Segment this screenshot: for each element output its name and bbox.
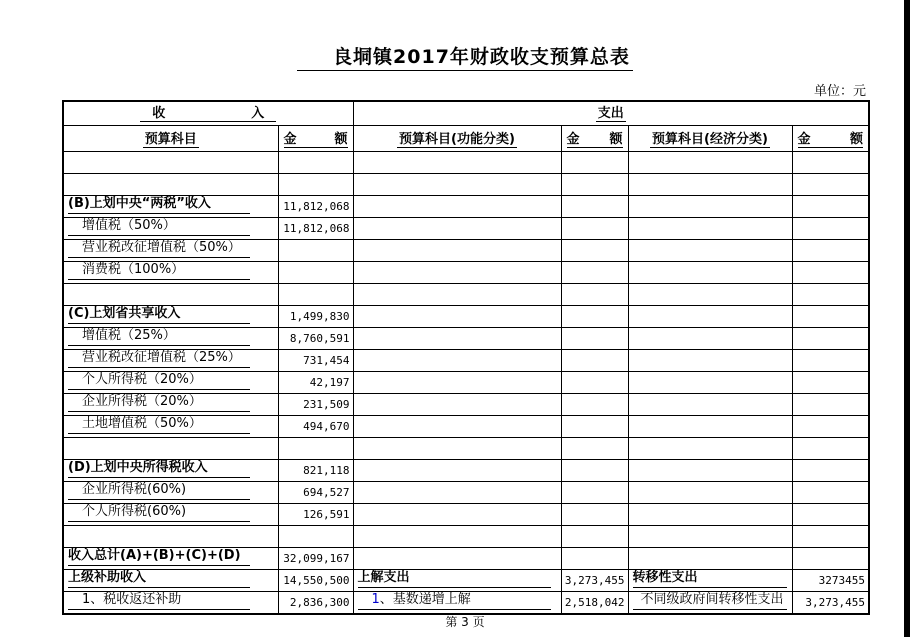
subject-cell — [628, 570, 792, 592]
subject-cell — [353, 152, 561, 174]
subject-cell — [628, 548, 792, 570]
subject-cell — [353, 394, 561, 416]
subject-label: 个人所得税(60%) — [68, 504, 250, 522]
table-row — [63, 306, 869, 328]
subject-cell — [628, 306, 792, 328]
subject-label: 1、基数递增上解 — [358, 592, 551, 610]
subject-cell — [63, 350, 278, 372]
amount-cell — [561, 350, 628, 372]
subject-cell — [353, 328, 561, 350]
income-section-label: 收 入 — [140, 102, 276, 122]
amount-cell — [278, 240, 353, 262]
subject-cell — [63, 548, 278, 570]
subject-cell — [628, 394, 792, 416]
amount-cell — [561, 240, 628, 262]
amount-cell: 11,812,068 — [278, 196, 353, 218]
subject-cell — [63, 460, 278, 482]
table-row — [63, 262, 869, 284]
subject-cell — [63, 482, 278, 504]
col-header-economic-amount: 金 额 — [792, 126, 869, 152]
amount-cell: 3273455 — [792, 570, 869, 592]
subject-cell — [628, 482, 792, 504]
subject-cell — [63, 504, 278, 526]
subject-cell — [63, 570, 278, 592]
page-title: 良垌镇2017年财政收支预算总表 — [297, 42, 633, 71]
subject-label: 土地增值税（50%） — [68, 416, 250, 434]
subject-cell — [628, 240, 792, 262]
subject-label: 消费税（100%） — [68, 262, 250, 280]
subject-cell — [353, 592, 561, 615]
subject-cell — [353, 218, 561, 240]
amount-cell — [561, 306, 628, 328]
table-row — [63, 416, 869, 438]
subject-cell — [353, 372, 561, 394]
amount-cell — [792, 372, 869, 394]
expense-section-label: 支出 — [596, 102, 626, 122]
subject-cell — [628, 196, 792, 218]
subject-cell — [353, 416, 561, 438]
amount-cell — [792, 174, 869, 196]
col-header-functional-subject: 预算科目(功能分类) — [353, 126, 561, 152]
amount-cell — [561, 460, 628, 482]
amount-cell: 821,118 — [278, 460, 353, 482]
subject-cell — [63, 218, 278, 240]
amount-cell — [792, 196, 869, 218]
subject-cell — [628, 438, 792, 460]
amount-cell: 231,509 — [278, 394, 353, 416]
table-row — [63, 482, 869, 504]
table-row — [63, 152, 869, 174]
amount-cell — [561, 416, 628, 438]
subject-cell — [628, 328, 792, 350]
amount-cell — [561, 394, 628, 416]
amount-cell: 42,197 — [278, 372, 353, 394]
amount-cell — [792, 548, 869, 570]
subject-cell — [628, 152, 792, 174]
amount-cell — [561, 526, 628, 548]
subject-cell — [628, 284, 792, 306]
amount-cell: 11,812,068 — [278, 218, 353, 240]
subject-label: 增值税（25%） — [68, 328, 250, 346]
amount-cell — [278, 152, 353, 174]
amount-cell — [792, 350, 869, 372]
amount-cell — [561, 218, 628, 240]
subject-cell — [628, 592, 792, 615]
subject-cell — [353, 504, 561, 526]
subject-cell — [353, 350, 561, 372]
table-row — [63, 196, 869, 218]
subject-cell — [63, 174, 278, 196]
subject-label: (B)上划中央“两税”收入 — [68, 196, 250, 214]
budget-table — [62, 100, 870, 615]
amount-cell — [561, 284, 628, 306]
subject-cell — [63, 328, 278, 350]
subject-cell — [353, 284, 561, 306]
subject-cell — [628, 526, 792, 548]
table-row — [63, 526, 869, 548]
amount-cell — [561, 152, 628, 174]
section-header-row — [63, 101, 869, 126]
table-row — [63, 328, 869, 350]
table-row — [63, 504, 869, 526]
subject-cell — [353, 174, 561, 196]
subject-label: (C)上划省共享收入 — [68, 306, 250, 324]
amount-cell — [561, 372, 628, 394]
amount-cell — [561, 438, 628, 460]
subject-cell — [353, 262, 561, 284]
table-row — [63, 570, 869, 592]
subject-label: 增值税（50%） — [68, 218, 250, 236]
table-row — [63, 372, 869, 394]
amount-cell: 32,099,167 — [278, 548, 353, 570]
table-row — [63, 460, 869, 482]
amount-cell — [792, 262, 869, 284]
amount-cell: 3,273,455 — [792, 592, 869, 615]
table-row — [63, 218, 869, 240]
subject-cell — [628, 262, 792, 284]
subject-cell — [353, 306, 561, 328]
subject-label: 转移性支出 — [633, 570, 787, 588]
subject-cell — [63, 152, 278, 174]
amount-cell — [792, 438, 869, 460]
table-row — [63, 592, 869, 615]
subject-label: 营业税改征增值税（50%） — [68, 240, 250, 258]
amount-cell — [792, 152, 869, 174]
amount-cell — [792, 394, 869, 416]
amount-cell: 1,499,830 — [278, 306, 353, 328]
amount-cell — [278, 284, 353, 306]
subject-label: 企业所得税（20%） — [68, 394, 250, 412]
amount-cell — [792, 328, 869, 350]
page-title-wrap — [62, 42, 868, 71]
amount-cell — [792, 416, 869, 438]
subject-cell — [63, 438, 278, 460]
column-header-row — [63, 126, 869, 152]
subject-cell — [353, 526, 561, 548]
expense-section-header — [353, 101, 869, 126]
subject-label: 个人所得税（20%） — [68, 372, 250, 390]
income-section-header — [63, 101, 353, 126]
subject-cell — [353, 240, 561, 262]
amount-cell: 494,670 — [278, 416, 353, 438]
subject-cell — [63, 394, 278, 416]
amount-cell — [792, 284, 869, 306]
table-row — [63, 284, 869, 306]
subject-label: 上解支出 — [358, 570, 551, 588]
amount-cell: 126,591 — [278, 504, 353, 526]
amount-cell: 8,760,591 — [278, 328, 353, 350]
table-row — [63, 350, 869, 372]
amount-cell — [278, 262, 353, 284]
col-header-economic-subject: 预算科目(经济分类) — [628, 126, 792, 152]
amount-cell — [792, 526, 869, 548]
subject-label: 不同级政府间转移性支出 — [633, 592, 787, 610]
amount-cell — [561, 328, 628, 350]
amount-cell — [278, 174, 353, 196]
table-row — [63, 240, 869, 262]
col-header-income-subject: 预算科目 — [63, 126, 278, 152]
table-body — [63, 152, 869, 615]
amount-cell — [792, 218, 869, 240]
subject-cell — [353, 548, 561, 570]
amount-cell — [792, 504, 869, 526]
subject-cell — [63, 284, 278, 306]
subject-label: 1、税收返还补助 — [68, 592, 250, 610]
subject-label: 企业所得税(60%) — [68, 482, 250, 500]
amount-cell: 2,518,042 — [561, 592, 628, 615]
subject-label: 收入总计(A)+(B)+(C)+(D) — [68, 548, 250, 566]
subject-cell — [628, 218, 792, 240]
subject-cell — [63, 240, 278, 262]
subject-cell — [63, 306, 278, 328]
page-number: 第 3 页 — [445, 615, 485, 629]
amount-cell — [792, 482, 869, 504]
subject-cell — [628, 504, 792, 526]
unit-note: 单位：元 — [748, 80, 866, 101]
amount-cell — [561, 548, 628, 570]
amount-cell: 731,454 — [278, 350, 353, 372]
amount-cell: 694,527 — [278, 482, 353, 504]
subject-cell — [63, 416, 278, 438]
subject-cell — [63, 196, 278, 218]
subject-cell — [628, 460, 792, 482]
amount-cell — [278, 526, 353, 548]
subject-cell — [63, 592, 278, 615]
col-header-functional-amount: 金 额 — [561, 126, 628, 152]
subject-cell — [353, 570, 561, 592]
amount-cell — [561, 174, 628, 196]
amount-cell: 3,273,455 — [561, 570, 628, 592]
subject-cell — [353, 482, 561, 504]
amount-cell: 2,836,300 — [278, 592, 353, 615]
amount-cell — [792, 460, 869, 482]
subject-cell — [628, 372, 792, 394]
subject-cell — [628, 350, 792, 372]
subject-cell — [353, 438, 561, 460]
blue-index: 1 — [371, 592, 380, 607]
amount-cell — [561, 262, 628, 284]
subject-label: (D)上划中央所得税收入 — [68, 460, 250, 478]
subject-cell — [628, 174, 792, 196]
subject-label: 上级补助收入 — [68, 570, 250, 588]
table-row — [63, 548, 869, 570]
subject-cell — [63, 262, 278, 284]
subject-cell — [353, 196, 561, 218]
subject-cell — [628, 416, 792, 438]
col-header-income-amount: 金 额 — [278, 126, 353, 152]
subject-label: 营业税改征增值税（25%） — [68, 350, 250, 368]
subject-cell — [63, 526, 278, 548]
table-row — [63, 438, 869, 460]
table-row — [63, 394, 869, 416]
amount-cell — [561, 196, 628, 218]
right-edge-bar — [904, 0, 910, 637]
subject-cell — [353, 460, 561, 482]
amount-cell — [792, 240, 869, 262]
amount-cell: 14,550,500 — [278, 570, 353, 592]
amount-cell — [561, 482, 628, 504]
table-row — [63, 174, 869, 196]
amount-cell — [278, 438, 353, 460]
amount-cell — [561, 504, 628, 526]
subject-cell — [63, 372, 278, 394]
amount-cell — [792, 306, 869, 328]
